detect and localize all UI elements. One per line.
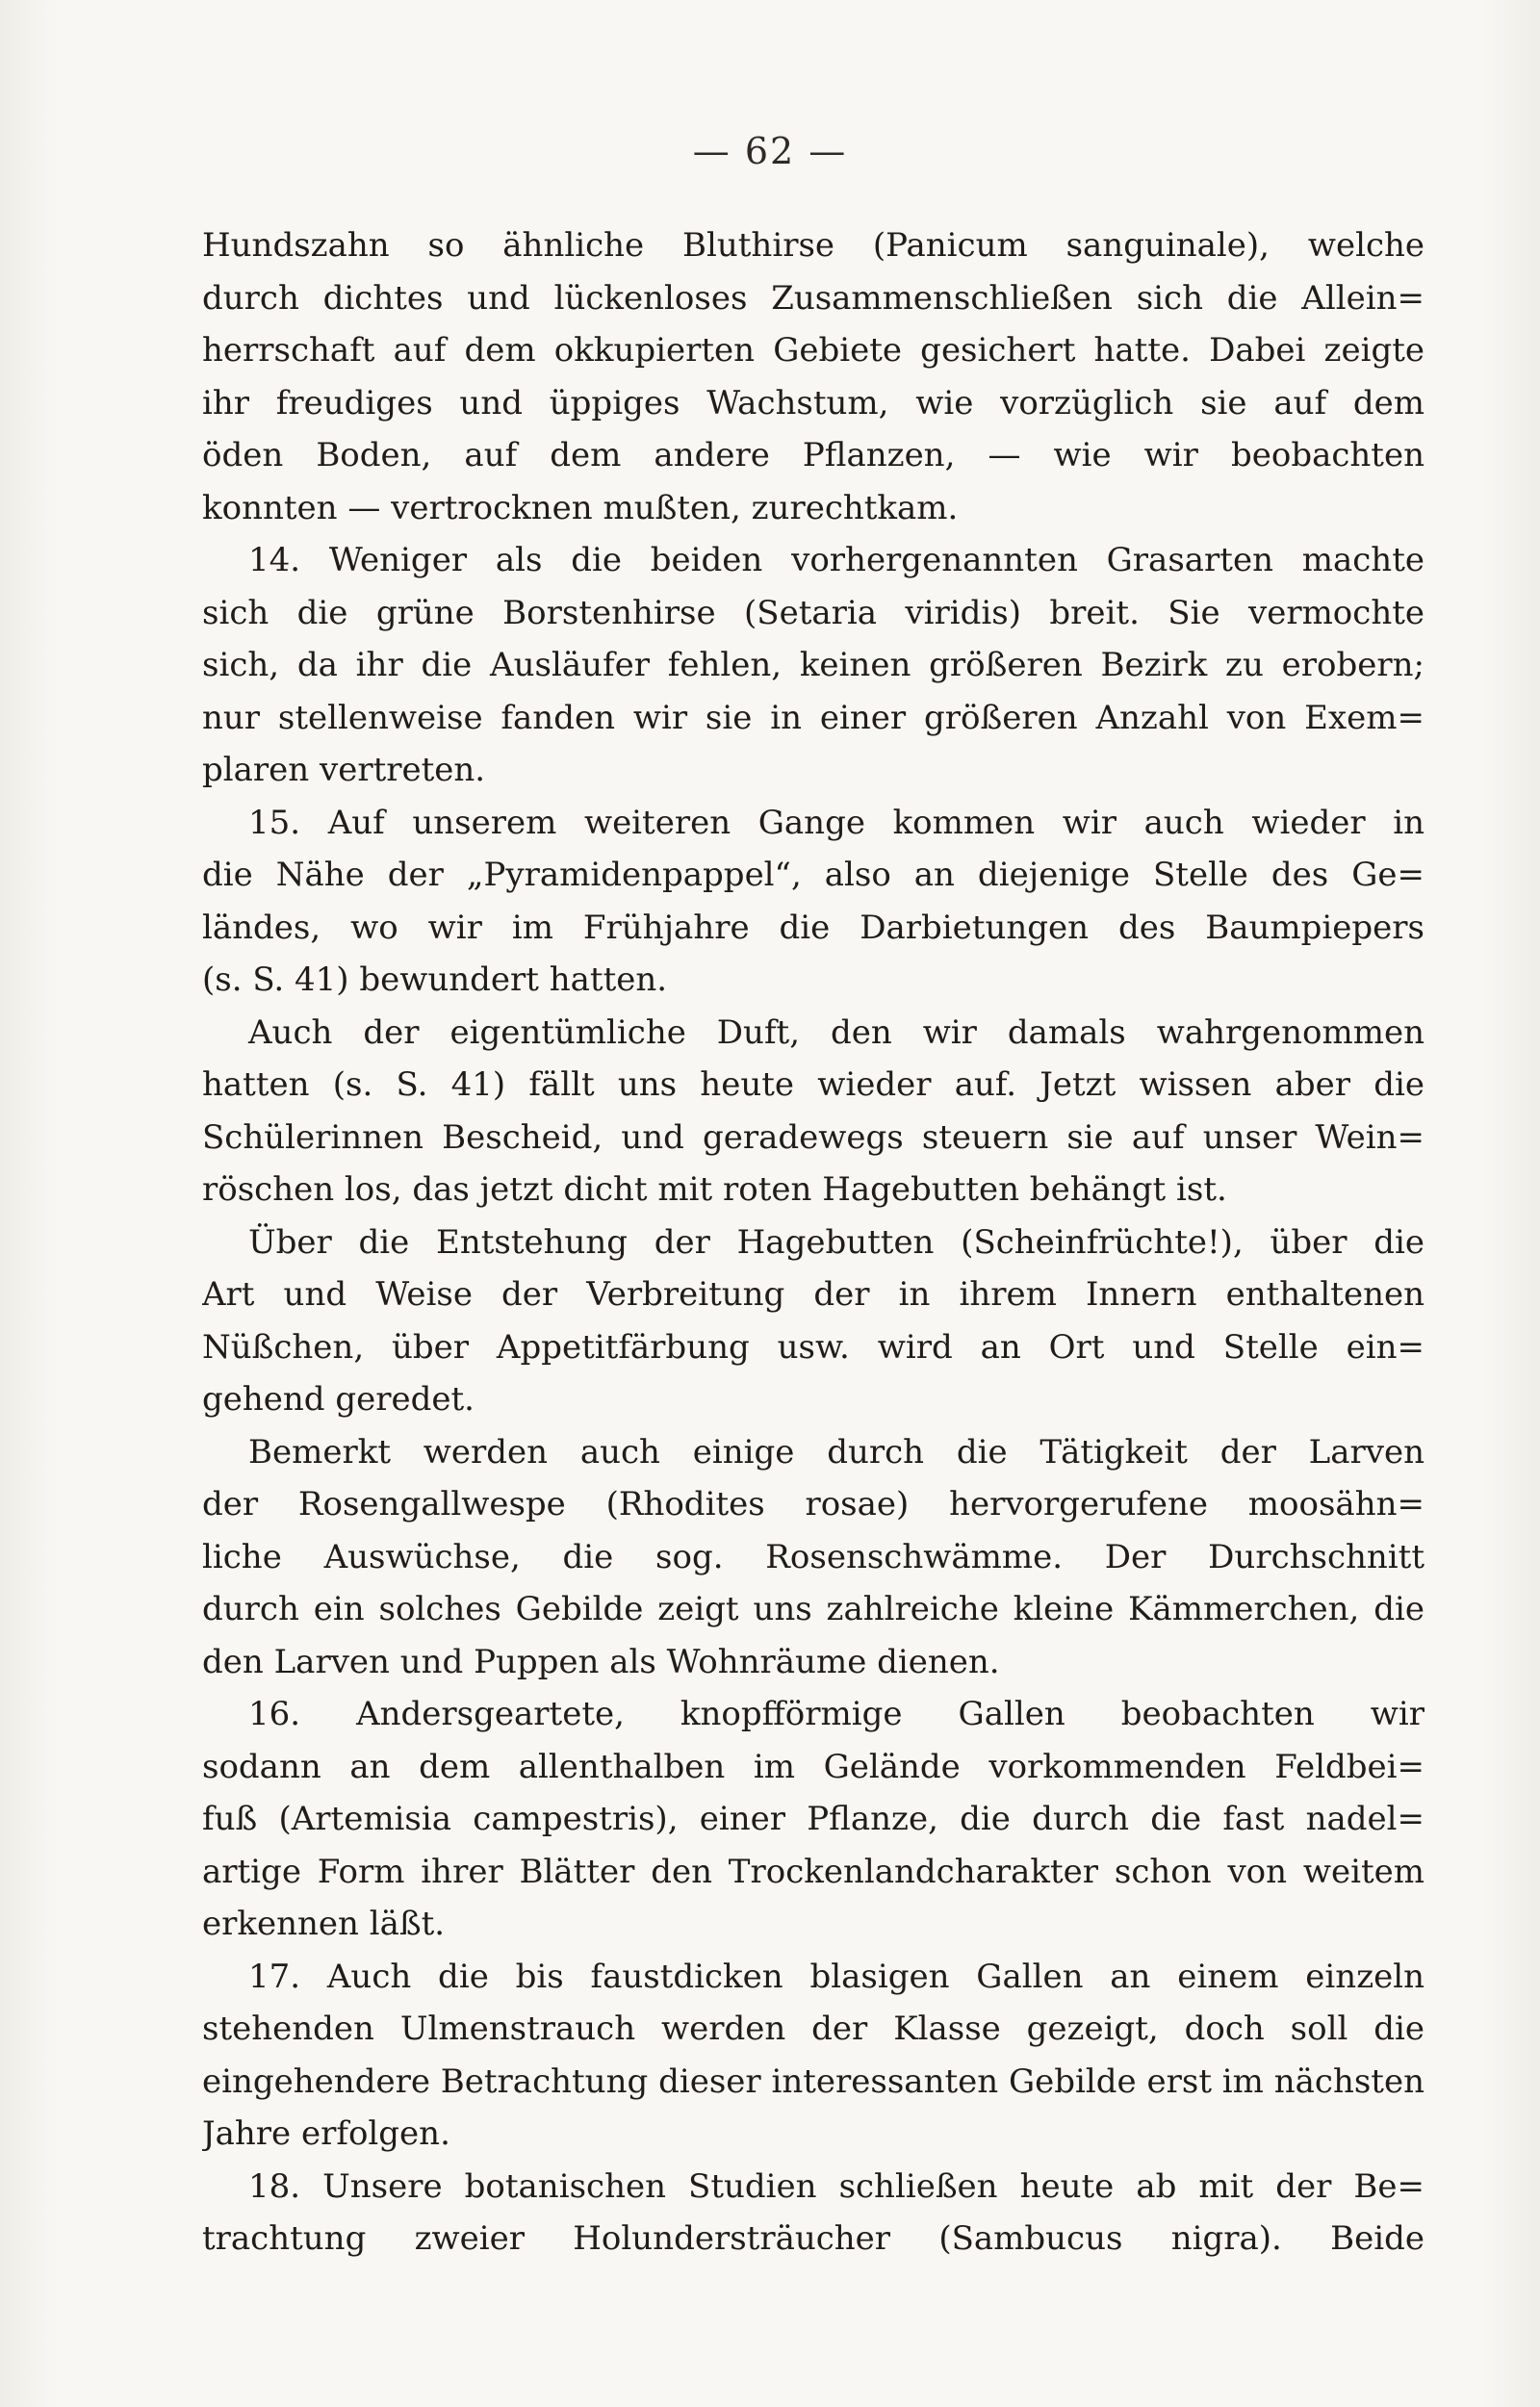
paragraph-start: Bemerkt werden auch einige durch die Tätigkeit der Larven	[248, 1432, 1424, 1472]
body-text	[202, 219, 1424, 2266]
text-line: stehenden Ulmenstrauch werden der Klasse gezeigt, doch soll die	[202, 2010, 1424, 2048]
text-line: die Nähe der „Pyramidenpappel“, also an diejenige Stelle des Ge=	[202, 856, 1424, 894]
text-line: nur stellenweise fanden wir sie in einer größeren Anzahl von Exem=	[202, 698, 1424, 737]
text-line: erkennen läßt.	[202, 1905, 446, 1943]
text-line: plaren vertreten.	[202, 751, 486, 789]
text-line: liche Auswüchse, die sog. Rosenschwämme. Der Durchschnitt	[202, 1537, 1424, 1576]
text-line: durch dichtes und lückenloses Zusammenschließen sich die Allein=	[202, 278, 1424, 318]
text-line: artige Form ihrer Blätter den Trockenlandcharakter schon von weitem	[202, 1852, 1424, 1891]
text-line: öden Boden, auf dem andere Pflanzen, — wie wir beobachten	[202, 436, 1424, 474]
paragraph-18-start: 18. Unsere botanischen Studien schließen heute ab mit der Be=	[248, 2166, 1424, 2206]
paragraph-15-start: 15. Auf unserem weiteren Gange kommen wir auch wieder in	[248, 803, 1424, 842]
text-line: Schülerinnen Bescheid, und geradewegs steuern sie auf unser Wein=	[202, 1117, 1424, 1157]
page-number: — 62 —	[692, 130, 848, 172]
text-line: Nüßchen, über Appetitfärbung usw. wird an Ort und Stelle ein=	[202, 1327, 1424, 1367]
paragraph-14-start: 14. Weniger als die beiden vorhergenannten Grasarten machte	[248, 541, 1424, 579]
text-line: Hundszahn so ähnliche Bluthirse (Panicum sanguinale), welche	[202, 226, 1424, 265]
text-line: sich die grüne Borstenhirse (Setaria viridis) breit. Sie vermochte	[202, 593, 1424, 632]
paragraph-17-start: 17. Auch die bis faustdicken blasigen Gallen an einem einzeln	[248, 1957, 1424, 1996]
text-line: der Rosengallwespe (Rhodites rosae) hervorgerufene moosähn=	[202, 1485, 1424, 1524]
text-line: trachtung zweier Holundersträucher (Sambucus nigra). Beide	[202, 2219, 1424, 2258]
text-line: gehend geredet.	[202, 1380, 475, 1419]
text-line: den Larven und Puppen als Wohnräume dienen.	[202, 1642, 1000, 1681]
text-line: fuß (Artemisia campestris), einer Pflanze, die durch die fast nadel=	[202, 1800, 1424, 1838]
paragraph-start: Über die Entstehung der Hagebutten (Scheinfrüchte!), über die	[248, 1222, 1424, 1262]
text-line: ländes, wo wir im Frühjahre die Darbietungen des Baumpiepers	[202, 908, 1424, 947]
text-line: röschen los, das jetzt dicht mit roten Hagebutten behängt ist.	[202, 1170, 1227, 1209]
text-line: hatten (s. S. 41) fällt uns heute wieder auf. Jetzt wissen aber die	[202, 1065, 1424, 1104]
text-line: herrschaft auf dem okkupierten Gebiete gesichert hatte. Dabei zeigte	[202, 331, 1424, 370]
text-line: Jahre erfolgen.	[202, 2114, 450, 2153]
text-line: Art und Weise der Verbreitung der in ihrem Innern enthaltenen	[202, 1275, 1424, 1314]
text-line: (s. S. 41) bewundert hatten.	[202, 960, 668, 999]
text-line: ihr freudiges und üppiges Wachstum, wie vorzüglich sie auf dem	[202, 383, 1424, 423]
paragraph-start: Auch der eigentümliche Duft, den wir damals wahrgenommen	[248, 1012, 1424, 1052]
text-line: sich, da ihr die Ausläufer fehlen, keinen größeren Bezirk zu erobern;	[202, 646, 1424, 684]
text-line: eingehendere Betrachtung dieser interessanten Gebilde erst im nächsten	[202, 2061, 1424, 2101]
text-line: durch ein solches Gebilde zeigt uns zahlreiche kleine Kämmerchen, die	[202, 1590, 1424, 1628]
paragraph-16-start: 16. Andersgeartete, knopfförmige Gallen beobachten wir	[248, 1695, 1424, 1733]
text-line: sodann an dem allenthalben im Gelände vorkommenden Feldbei=	[202, 1747, 1424, 1786]
text-line: konnten — vertrocknen mußten, zurechtkam.	[202, 488, 959, 527]
